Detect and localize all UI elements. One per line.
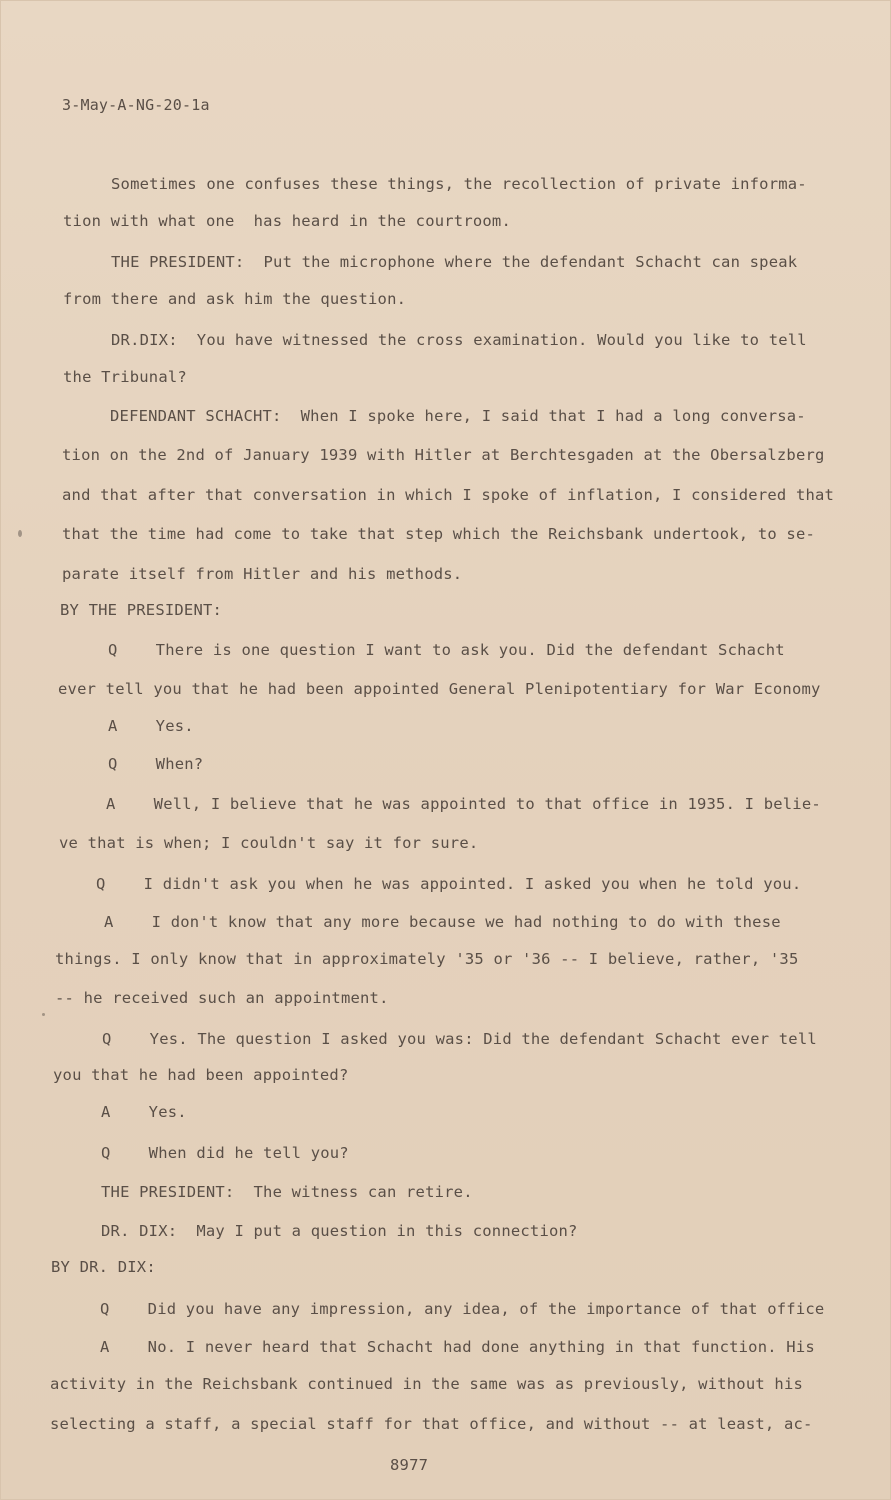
ink-speck	[42, 1013, 45, 1016]
text-line: that the time had come to take that step which the Reichsbank undertook, to se-	[62, 525, 816, 543]
text-line: DR.DIX: You have witnessed the cross examination. Would you like to tell	[111, 331, 807, 349]
section-heading: BY DR. DIX:	[51, 1258, 156, 1276]
question-line: Q Yes. The question I asked you was: Did the defendant Schacht ever tell	[102, 1030, 817, 1048]
text-line: and that after that conversation in which I spoke of inflation, I considered that	[62, 486, 835, 504]
text-line: tion with what one has heard in the courtroom.	[63, 212, 511, 230]
question-line: Q When did he tell you?	[101, 1144, 349, 1162]
answer-line: A Yes.	[108, 717, 194, 735]
text-line: THE PRESIDENT: Put the microphone where the defendant Schacht can speak	[111, 253, 798, 271]
answer-line: A Yes.	[101, 1103, 187, 1121]
text-line: Sometimes one confuses these things, the recollection of private informa-	[111, 175, 807, 193]
text-line: from there and ask him the question.	[63, 290, 407, 308]
text-line: parate itself from Hitler and his methods.	[62, 565, 463, 583]
text-line: you that he had been appointed?	[53, 1066, 349, 1084]
answer-line: A I don't know that any more because we had nothing to do with these	[104, 913, 781, 931]
document-header: 3-May-A-NG-20-1a	[62, 96, 210, 114]
text-line: activity in the Reichsbank continued in the same was as previously, without his	[50, 1375, 804, 1393]
question-line: Q There is one question I want to ask you. Did the defendant Schacht	[108, 641, 785, 659]
question-line: Q I didn't ask you when he was appointed. I asked you when he told you.	[96, 875, 802, 893]
answer-line: A Well, I believe that he was appointed to that office in 1935. I belie-	[106, 795, 821, 813]
section-heading: BY THE PRESIDENT:	[60, 601, 223, 619]
ink-speck	[18, 530, 22, 537]
text-line: selecting a staff, a special staff for that office, and without -- at least, ac-	[50, 1415, 813, 1433]
question-line: Q Did you have any impression, any idea, of the importance of that office	[100, 1300, 825, 1318]
text-line: -- he received such an appointment.	[55, 989, 389, 1007]
text-line: tion on the 2nd of January 1939 with Hitler at Berchtesgaden at the Obersalzberg	[62, 446, 825, 464]
text-line: the Tribunal?	[63, 368, 187, 386]
text-line: THE PRESIDENT: The witness can retire.	[101, 1183, 473, 1201]
text-line: DR. DIX: May I put a question in this connection?	[101, 1222, 578, 1240]
text-line: ve that is when; I couldn't say it for sure.	[59, 834, 479, 852]
text-line: things. I only know that in approximately '35 or '36 -- I believe, rather, '35	[55, 950, 799, 968]
answer-line: A No. I never heard that Schacht had done anything in that function. His	[100, 1338, 815, 1356]
text-line: ever tell you that he had been appointed General Plenipotentiary for War Economy	[58, 680, 821, 698]
question-line: Q When?	[108, 755, 204, 773]
text-line: DEFENDANT SCHACHT: When I spoke here, I said that I had a long conversa-	[110, 407, 806, 425]
page-number: 8977	[390, 1456, 429, 1474]
